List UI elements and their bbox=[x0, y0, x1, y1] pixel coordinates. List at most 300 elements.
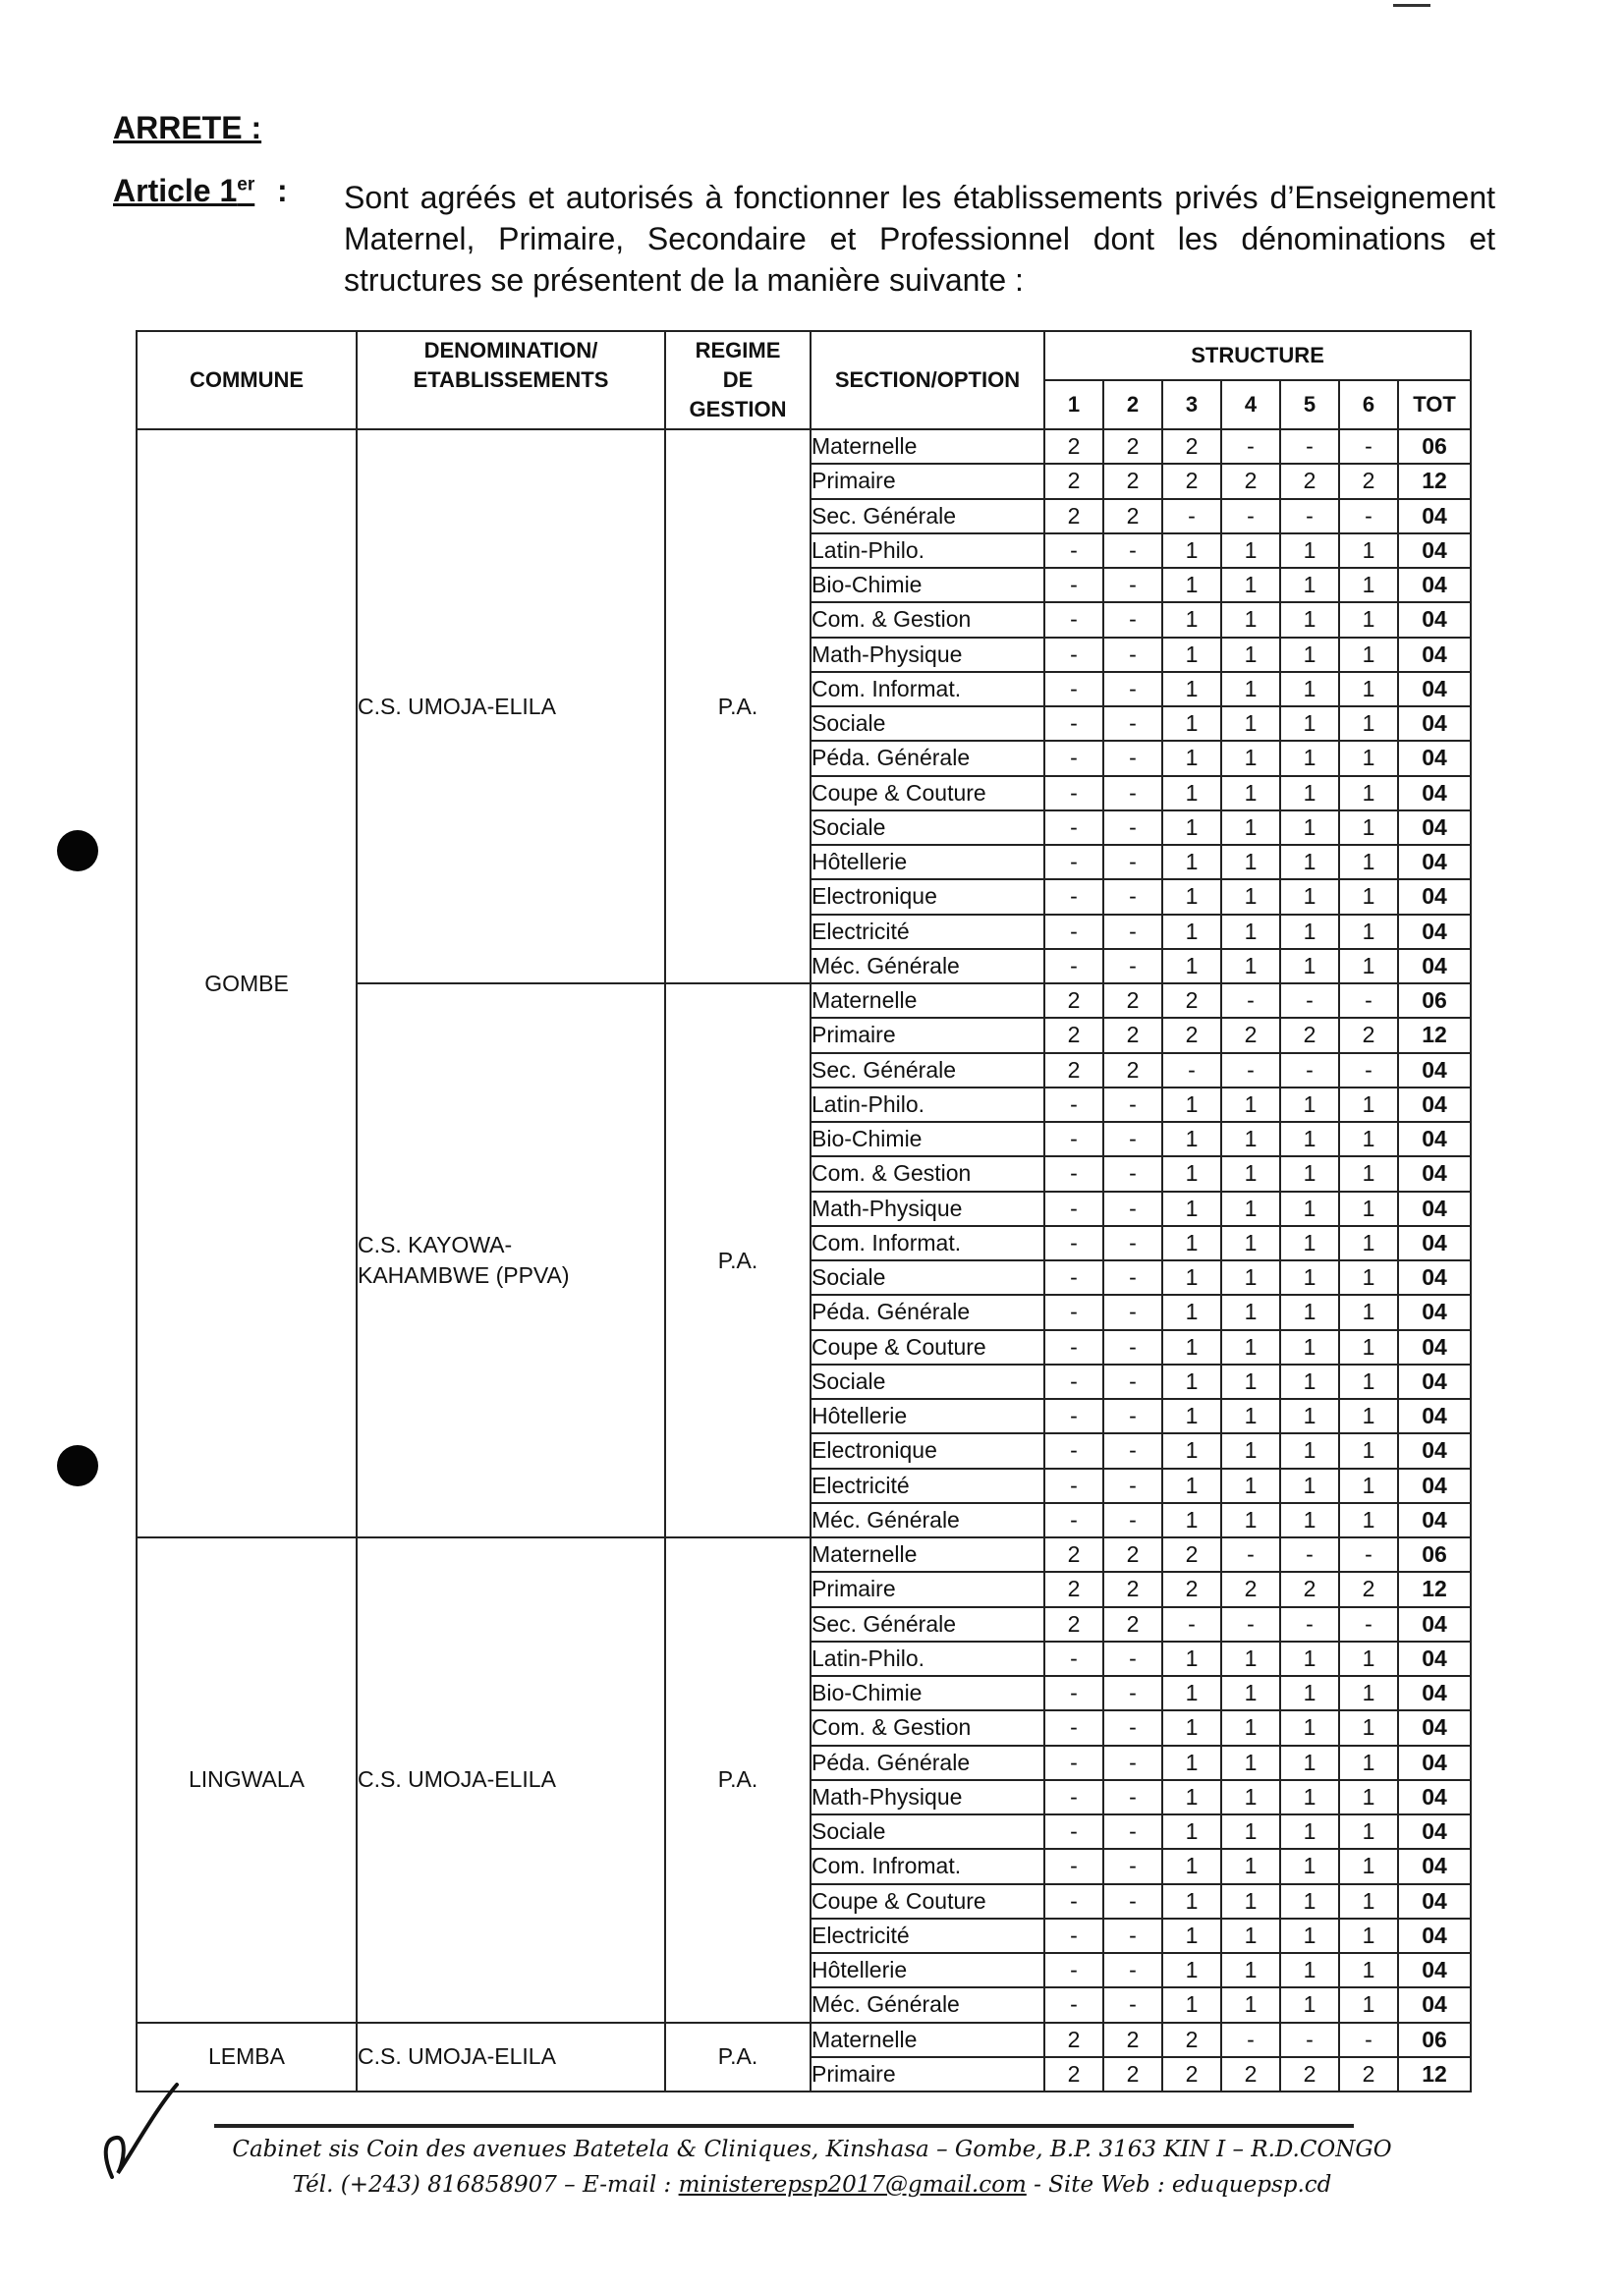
year-6-cell: - bbox=[1339, 1053, 1398, 1088]
year-4-cell: 1 bbox=[1221, 638, 1280, 672]
year-4-cell: 1 bbox=[1221, 845, 1280, 879]
year-1-cell: - bbox=[1044, 568, 1103, 602]
signature-mark bbox=[94, 2081, 183, 2179]
year-6-cell: 2 bbox=[1339, 1018, 1398, 1052]
year-4-cell: - bbox=[1221, 2023, 1280, 2057]
year-3-cell: 1 bbox=[1162, 533, 1221, 568]
year-4-cell: 2 bbox=[1221, 2057, 1280, 2092]
header-col-4: 4 bbox=[1221, 380, 1280, 429]
year-2-cell: - bbox=[1103, 1642, 1162, 1676]
year-3-cell: 1 bbox=[1162, 1156, 1221, 1191]
year-3-cell: 1 bbox=[1162, 1399, 1221, 1433]
year-2-cell: - bbox=[1103, 1710, 1162, 1745]
year-3-cell: - bbox=[1162, 1053, 1221, 1088]
footer-tel: Tél. (+243) 816858907 – E-mail : bbox=[292, 2172, 679, 2198]
year-3-cell: 1 bbox=[1162, 1814, 1221, 1849]
header-regime-line1: REGIME bbox=[695, 338, 781, 363]
year-5-cell: 1 bbox=[1280, 1156, 1339, 1191]
total-cell: 04 bbox=[1398, 1642, 1471, 1676]
section-cell: Sec. Générale bbox=[811, 499, 1044, 533]
header-col-1: 1 bbox=[1044, 380, 1103, 429]
year-3-cell: 1 bbox=[1162, 776, 1221, 810]
year-5-cell: - bbox=[1280, 983, 1339, 1018]
year-4-cell: - bbox=[1221, 1537, 1280, 1572]
year-3-cell: 1 bbox=[1162, 1746, 1221, 1780]
etablissement-line: C.S. KAYOWA- bbox=[358, 1232, 513, 1257]
section-cell: Sociale bbox=[811, 1260, 1044, 1295]
year-6-cell: 1 bbox=[1339, 1122, 1398, 1156]
year-3-cell: 2 bbox=[1162, 464, 1221, 498]
year-6-cell: 1 bbox=[1339, 915, 1398, 949]
punch-hole bbox=[57, 1445, 98, 1486]
total-cell: 06 bbox=[1398, 1537, 1471, 1572]
commune-cell: LINGWALA bbox=[137, 1537, 357, 2023]
year-3-cell: 1 bbox=[1162, 1330, 1221, 1365]
year-4-cell: 1 bbox=[1221, 1330, 1280, 1365]
year-3-cell: 1 bbox=[1162, 1469, 1221, 1503]
total-cell: 04 bbox=[1398, 602, 1471, 637]
total-cell: 04 bbox=[1398, 1156, 1471, 1191]
section-cell: Math-Physique bbox=[811, 638, 1044, 672]
section-cell: Math-Physique bbox=[811, 1192, 1044, 1226]
year-4-cell: 1 bbox=[1221, 1884, 1280, 1919]
year-2-cell: 2 bbox=[1103, 429, 1162, 464]
year-5-cell: 2 bbox=[1280, 1572, 1339, 1606]
year-5-cell: 1 bbox=[1280, 1503, 1339, 1537]
year-4-cell: 1 bbox=[1221, 1469, 1280, 1503]
total-cell: 04 bbox=[1398, 1226, 1471, 1260]
year-6-cell: 1 bbox=[1339, 1156, 1398, 1191]
year-5-cell: 1 bbox=[1280, 1469, 1339, 1503]
year-1-cell: 2 bbox=[1044, 429, 1103, 464]
year-3-cell: 1 bbox=[1162, 1122, 1221, 1156]
year-6-cell: 1 bbox=[1339, 1226, 1398, 1260]
year-2-cell: - bbox=[1103, 949, 1162, 983]
year-2-cell: - bbox=[1103, 915, 1162, 949]
year-5-cell: 1 bbox=[1280, 1884, 1339, 1919]
year-2-cell: 2 bbox=[1103, 464, 1162, 498]
year-2-cell: - bbox=[1103, 568, 1162, 602]
section-cell: Primaire bbox=[811, 464, 1044, 498]
year-5-cell: 2 bbox=[1280, 464, 1339, 498]
year-4-cell: 1 bbox=[1221, 1849, 1280, 1883]
year-1-cell: - bbox=[1044, 1156, 1103, 1191]
year-3-cell: 1 bbox=[1162, 879, 1221, 914]
year-1-cell: 2 bbox=[1044, 464, 1103, 498]
year-2-cell: - bbox=[1103, 1919, 1162, 1953]
year-6-cell: 1 bbox=[1339, 1814, 1398, 1849]
section-cell: Péda. Générale bbox=[811, 1295, 1044, 1329]
year-2-cell: 2 bbox=[1103, 983, 1162, 1018]
section-cell: Hôtellerie bbox=[811, 1953, 1044, 1987]
section-cell: Latin-Philo. bbox=[811, 1642, 1044, 1676]
year-5-cell: 1 bbox=[1280, 1226, 1339, 1260]
year-6-cell: - bbox=[1339, 1537, 1398, 1572]
section-cell: Com. & Gestion bbox=[811, 1156, 1044, 1191]
year-3-cell: 1 bbox=[1162, 638, 1221, 672]
regime-cell: P.A. bbox=[665, 1537, 811, 2023]
header-regime-line3: GESTION bbox=[689, 397, 787, 421]
year-1-cell: - bbox=[1044, 1295, 1103, 1329]
year-2-cell: - bbox=[1103, 1088, 1162, 1122]
year-1-cell: 2 bbox=[1044, 1018, 1103, 1052]
year-4-cell: 2 bbox=[1221, 1572, 1280, 1606]
punch-hole bbox=[57, 830, 98, 871]
year-4-cell: 1 bbox=[1221, 879, 1280, 914]
year-4-cell: 1 bbox=[1221, 1642, 1280, 1676]
year-4-cell: 1 bbox=[1221, 1746, 1280, 1780]
year-3-cell: 2 bbox=[1162, 1018, 1221, 1052]
year-3-cell: 1 bbox=[1162, 1710, 1221, 1745]
total-cell: 04 bbox=[1398, 1919, 1471, 1953]
year-4-cell: 1 bbox=[1221, 1260, 1280, 1295]
year-6-cell: 1 bbox=[1339, 1849, 1398, 1883]
year-6-cell: 1 bbox=[1339, 1710, 1398, 1745]
section-cell: Maternelle bbox=[811, 983, 1044, 1018]
table-body bbox=[137, 429, 1471, 2092]
regime-cell: P.A. bbox=[665, 983, 811, 1537]
scan-mark bbox=[1393, 4, 1430, 7]
year-2-cell: - bbox=[1103, 638, 1162, 672]
year-6-cell: 1 bbox=[1339, 1884, 1398, 1919]
year-4-cell: 1 bbox=[1221, 1503, 1280, 1537]
section-cell: Maternelle bbox=[811, 1537, 1044, 1572]
year-3-cell: 1 bbox=[1162, 672, 1221, 706]
year-3-cell: 1 bbox=[1162, 1884, 1221, 1919]
year-1-cell: 2 bbox=[1044, 1053, 1103, 1088]
year-5-cell: 2 bbox=[1280, 2057, 1339, 2092]
year-6-cell: 1 bbox=[1339, 1088, 1398, 1122]
year-4-cell: 1 bbox=[1221, 1295, 1280, 1329]
year-6-cell: 1 bbox=[1339, 1295, 1398, 1329]
year-6-cell: 1 bbox=[1339, 1365, 1398, 1399]
year-4-cell: 1 bbox=[1221, 533, 1280, 568]
year-5-cell: 1 bbox=[1280, 1260, 1339, 1295]
section-cell: Com. Informat. bbox=[811, 672, 1044, 706]
year-5-cell: 1 bbox=[1280, 1780, 1339, 1814]
total-cell: 04 bbox=[1398, 533, 1471, 568]
footer-address: Cabinet sis Coin des avenues Batetela & Cliniques, Kinshasa – Gombe, B.P. 3163 KIN I – R.D.CONGO bbox=[232, 2137, 1392, 2162]
year-4-cell: 1 bbox=[1221, 1814, 1280, 1849]
total-cell: 04 bbox=[1398, 1469, 1471, 1503]
article-text: Sont agréés et autorisés à fonctionner les établissements privés d’Enseignement Maternel, Primaire, Secondaire et Professionnel dont les dénominations et structures se présentent de la manière suivante : bbox=[344, 180, 1495, 298]
year-3-cell: 1 bbox=[1162, 741, 1221, 775]
total-cell: 04 bbox=[1398, 1503, 1471, 1537]
year-4-cell: - bbox=[1221, 983, 1280, 1018]
total-cell: 12 bbox=[1398, 464, 1471, 498]
total-cell: 06 bbox=[1398, 429, 1471, 464]
year-5-cell: 1 bbox=[1280, 672, 1339, 706]
year-1-cell: - bbox=[1044, 638, 1103, 672]
total-cell: 04 bbox=[1398, 706, 1471, 741]
etablissement-cell bbox=[357, 983, 665, 1537]
year-5-cell: 1 bbox=[1280, 533, 1339, 568]
total-cell: 04 bbox=[1398, 672, 1471, 706]
year-6-cell: 1 bbox=[1339, 533, 1398, 568]
year-5-cell: 1 bbox=[1280, 1953, 1339, 1987]
year-1-cell: - bbox=[1044, 776, 1103, 810]
year-6-cell: 2 bbox=[1339, 464, 1398, 498]
total-cell: 04 bbox=[1398, 1987, 1471, 2022]
year-5-cell: 1 bbox=[1280, 1849, 1339, 1883]
year-3-cell: 1 bbox=[1162, 1503, 1221, 1537]
year-5-cell: 1 bbox=[1280, 776, 1339, 810]
year-2-cell: - bbox=[1103, 1953, 1162, 1987]
year-3-cell: 1 bbox=[1162, 1642, 1221, 1676]
year-4-cell: 1 bbox=[1221, 741, 1280, 775]
section-cell: Primaire bbox=[811, 1572, 1044, 1606]
year-3-cell: 2 bbox=[1162, 1537, 1221, 1572]
header-regime-line2: DE bbox=[722, 367, 754, 392]
header-col-2: 2 bbox=[1103, 380, 1162, 429]
table-row bbox=[137, 429, 1471, 464]
year-1-cell: - bbox=[1044, 1365, 1103, 1399]
etablissement-line: KAHAMBWE (PPVA) bbox=[358, 1262, 570, 1288]
year-3-cell: - bbox=[1162, 1607, 1221, 1642]
commune-cell: GOMBE bbox=[137, 429, 357, 1537]
year-1-cell: - bbox=[1044, 1987, 1103, 2022]
year-5-cell: 1 bbox=[1280, 1642, 1339, 1676]
year-3-cell: 1 bbox=[1162, 1919, 1221, 1953]
year-3-cell: 1 bbox=[1162, 602, 1221, 637]
year-1-cell: - bbox=[1044, 1814, 1103, 1849]
year-1-cell: - bbox=[1044, 1260, 1103, 1295]
year-4-cell: 2 bbox=[1221, 464, 1280, 498]
year-4-cell: 1 bbox=[1221, 672, 1280, 706]
year-3-cell: 1 bbox=[1162, 1987, 1221, 2022]
year-1-cell: - bbox=[1044, 810, 1103, 845]
year-3-cell: 1 bbox=[1162, 1676, 1221, 1710]
year-2-cell: - bbox=[1103, 1433, 1162, 1468]
year-1-cell: - bbox=[1044, 1884, 1103, 1919]
year-3-cell: 1 bbox=[1162, 949, 1221, 983]
section-cell: Maternelle bbox=[811, 2023, 1044, 2057]
year-5-cell: 1 bbox=[1280, 949, 1339, 983]
year-4-cell: 1 bbox=[1221, 1987, 1280, 2022]
year-5-cell: - bbox=[1280, 1053, 1339, 1088]
section-cell: Primaire bbox=[811, 2057, 1044, 2092]
header-col-3: 3 bbox=[1162, 380, 1221, 429]
section-cell: Electricité bbox=[811, 915, 1044, 949]
year-4-cell: 1 bbox=[1221, 1710, 1280, 1745]
total-cell: 04 bbox=[1398, 638, 1471, 672]
year-1-cell: - bbox=[1044, 1780, 1103, 1814]
year-2-cell: 2 bbox=[1103, 1537, 1162, 1572]
year-1-cell: - bbox=[1044, 533, 1103, 568]
year-6-cell: 1 bbox=[1339, 602, 1398, 637]
header-regime bbox=[665, 331, 811, 429]
year-1-cell: - bbox=[1044, 1642, 1103, 1676]
total-cell: 04 bbox=[1398, 810, 1471, 845]
year-4-cell: - bbox=[1221, 1053, 1280, 1088]
total-cell: 04 bbox=[1398, 845, 1471, 879]
total-cell: 12 bbox=[1398, 1018, 1471, 1052]
year-2-cell: - bbox=[1103, 602, 1162, 637]
year-5-cell: 1 bbox=[1280, 1676, 1339, 1710]
year-5-cell: 1 bbox=[1280, 845, 1339, 879]
year-6-cell: 1 bbox=[1339, 810, 1398, 845]
year-1-cell: - bbox=[1044, 1710, 1103, 1745]
year-6-cell: 1 bbox=[1339, 949, 1398, 983]
year-4-cell: 1 bbox=[1221, 1780, 1280, 1814]
year-5-cell: 1 bbox=[1280, 638, 1339, 672]
year-5-cell: - bbox=[1280, 499, 1339, 533]
year-4-cell: 1 bbox=[1221, 915, 1280, 949]
year-2-cell: 2 bbox=[1103, 1607, 1162, 1642]
year-6-cell: 1 bbox=[1339, 741, 1398, 775]
footer-rule bbox=[214, 2124, 1354, 2128]
section-cell: Com. Informat. bbox=[811, 1226, 1044, 1260]
article-label bbox=[113, 173, 254, 209]
year-1-cell: 2 bbox=[1044, 2023, 1103, 2057]
year-3-cell: 1 bbox=[1162, 1088, 1221, 1122]
header-col-tot: TOT bbox=[1398, 380, 1471, 429]
section-cell: Bio-Chimie bbox=[811, 568, 1044, 602]
year-2-cell: - bbox=[1103, 1399, 1162, 1433]
year-5-cell: 1 bbox=[1280, 1433, 1339, 1468]
year-4-cell: 1 bbox=[1221, 1365, 1280, 1399]
header-row-1 bbox=[137, 331, 1471, 380]
year-6-cell: 1 bbox=[1339, 1503, 1398, 1537]
year-6-cell: - bbox=[1339, 983, 1398, 1018]
header-section: SECTION/OPTION bbox=[811, 331, 1044, 429]
year-4-cell: 1 bbox=[1221, 1122, 1280, 1156]
year-2-cell: 2 bbox=[1103, 1053, 1162, 1088]
year-2-cell: - bbox=[1103, 845, 1162, 879]
year-4-cell: 1 bbox=[1221, 1088, 1280, 1122]
section-cell: Péda. Générale bbox=[811, 741, 1044, 775]
year-6-cell: - bbox=[1339, 2023, 1398, 2057]
year-2-cell: - bbox=[1103, 879, 1162, 914]
year-6-cell: 1 bbox=[1339, 1746, 1398, 1780]
year-6-cell: 1 bbox=[1339, 1330, 1398, 1365]
year-1-cell: 2 bbox=[1044, 499, 1103, 533]
section-cell: Sociale bbox=[811, 1365, 1044, 1399]
year-5-cell: 1 bbox=[1280, 1088, 1339, 1122]
section-cell: Electricité bbox=[811, 1919, 1044, 1953]
total-cell: 04 bbox=[1398, 1122, 1471, 1156]
total-cell: 04 bbox=[1398, 1399, 1471, 1433]
year-1-cell: - bbox=[1044, 1953, 1103, 1987]
total-cell: 04 bbox=[1398, 1088, 1471, 1122]
year-6-cell: 1 bbox=[1339, 1780, 1398, 1814]
etablissement-cell: C.S. UMOJA-ELILA bbox=[357, 1537, 665, 2023]
year-3-cell: 1 bbox=[1162, 706, 1221, 741]
year-4-cell: 1 bbox=[1221, 1676, 1280, 1710]
total-cell: 04 bbox=[1398, 1710, 1471, 1745]
year-2-cell: - bbox=[1103, 1780, 1162, 1814]
total-cell: 04 bbox=[1398, 949, 1471, 983]
year-3-cell: 1 bbox=[1162, 810, 1221, 845]
year-6-cell: 1 bbox=[1339, 1192, 1398, 1226]
section-cell: Méc. Générale bbox=[811, 1987, 1044, 2022]
total-cell: 04 bbox=[1398, 879, 1471, 914]
year-1-cell: 2 bbox=[1044, 1572, 1103, 1606]
footer-email: ministerepsp2017@gmail.com bbox=[678, 2172, 1027, 2198]
year-1-cell: - bbox=[1044, 879, 1103, 914]
year-3-cell: 2 bbox=[1162, 2057, 1221, 2092]
section-cell: Bio-Chimie bbox=[811, 1676, 1044, 1710]
header-col-5: 5 bbox=[1280, 380, 1339, 429]
section-cell: Electronique bbox=[811, 1433, 1044, 1468]
year-4-cell: 1 bbox=[1221, 1919, 1280, 1953]
total-cell: 06 bbox=[1398, 2023, 1471, 2057]
header-col-6: 6 bbox=[1339, 380, 1398, 429]
total-cell: 04 bbox=[1398, 776, 1471, 810]
year-1-cell: 2 bbox=[1044, 2057, 1103, 2092]
year-5-cell: 1 bbox=[1280, 602, 1339, 637]
year-2-cell: 2 bbox=[1103, 1572, 1162, 1606]
year-6-cell: 1 bbox=[1339, 568, 1398, 602]
year-6-cell: 1 bbox=[1339, 1260, 1398, 1295]
article-label-sup: er bbox=[237, 174, 255, 195]
total-cell: 04 bbox=[1398, 1780, 1471, 1814]
year-1-cell: 2 bbox=[1044, 1607, 1103, 1642]
year-1-cell: - bbox=[1044, 706, 1103, 741]
year-2-cell: - bbox=[1103, 706, 1162, 741]
year-3-cell: 1 bbox=[1162, 1849, 1221, 1883]
section-cell: Com. & Gestion bbox=[811, 1710, 1044, 1745]
year-1-cell: - bbox=[1044, 845, 1103, 879]
year-5-cell: - bbox=[1280, 1607, 1339, 1642]
year-4-cell: 2 bbox=[1221, 1018, 1280, 1052]
year-1-cell: - bbox=[1044, 1433, 1103, 1468]
year-6-cell: 1 bbox=[1339, 672, 1398, 706]
year-6-cell: 1 bbox=[1339, 1987, 1398, 2022]
year-2-cell: 2 bbox=[1103, 2057, 1162, 2092]
year-2-cell: 2 bbox=[1103, 2023, 1162, 2057]
year-5-cell: 1 bbox=[1280, 810, 1339, 845]
section-cell: Sociale bbox=[811, 810, 1044, 845]
year-3-cell: 1 bbox=[1162, 1192, 1221, 1226]
year-3-cell: 1 bbox=[1162, 1295, 1221, 1329]
total-cell: 04 bbox=[1398, 499, 1471, 533]
year-5-cell: 1 bbox=[1280, 568, 1339, 602]
year-4-cell: 1 bbox=[1221, 1192, 1280, 1226]
year-2-cell: - bbox=[1103, 1192, 1162, 1226]
article-colon: : bbox=[277, 173, 288, 208]
total-cell: 04 bbox=[1398, 1330, 1471, 1365]
year-5-cell: 1 bbox=[1280, 1746, 1339, 1780]
year-6-cell: 1 bbox=[1339, 1953, 1398, 1987]
year-5-cell: 1 bbox=[1280, 915, 1339, 949]
year-5-cell: 2 bbox=[1280, 1018, 1339, 1052]
header-structure: STRUCTURE bbox=[1044, 331, 1471, 380]
year-3-cell: 1 bbox=[1162, 1260, 1221, 1295]
year-2-cell: - bbox=[1103, 1156, 1162, 1191]
year-6-cell: 2 bbox=[1339, 1572, 1398, 1606]
year-5-cell: 1 bbox=[1280, 1814, 1339, 1849]
year-4-cell: - bbox=[1221, 1607, 1280, 1642]
year-4-cell: 1 bbox=[1221, 1156, 1280, 1191]
year-2-cell: - bbox=[1103, 776, 1162, 810]
year-2-cell: - bbox=[1103, 533, 1162, 568]
section-cell: Sec. Générale bbox=[811, 1053, 1044, 1088]
year-2-cell: - bbox=[1103, 1330, 1162, 1365]
total-cell: 04 bbox=[1398, 1676, 1471, 1710]
year-4-cell: 1 bbox=[1221, 810, 1280, 845]
total-cell: 04 bbox=[1398, 1953, 1471, 1987]
year-5-cell: 1 bbox=[1280, 741, 1339, 775]
year-2-cell: - bbox=[1103, 1849, 1162, 1883]
section-cell: Latin-Philo. bbox=[811, 1088, 1044, 1122]
year-5-cell: 1 bbox=[1280, 706, 1339, 741]
year-3-cell: 1 bbox=[1162, 845, 1221, 879]
regime-cell: P.A. bbox=[665, 429, 811, 983]
year-3-cell: 1 bbox=[1162, 1226, 1221, 1260]
year-1-cell: - bbox=[1044, 1122, 1103, 1156]
year-6-cell: - bbox=[1339, 1607, 1398, 1642]
